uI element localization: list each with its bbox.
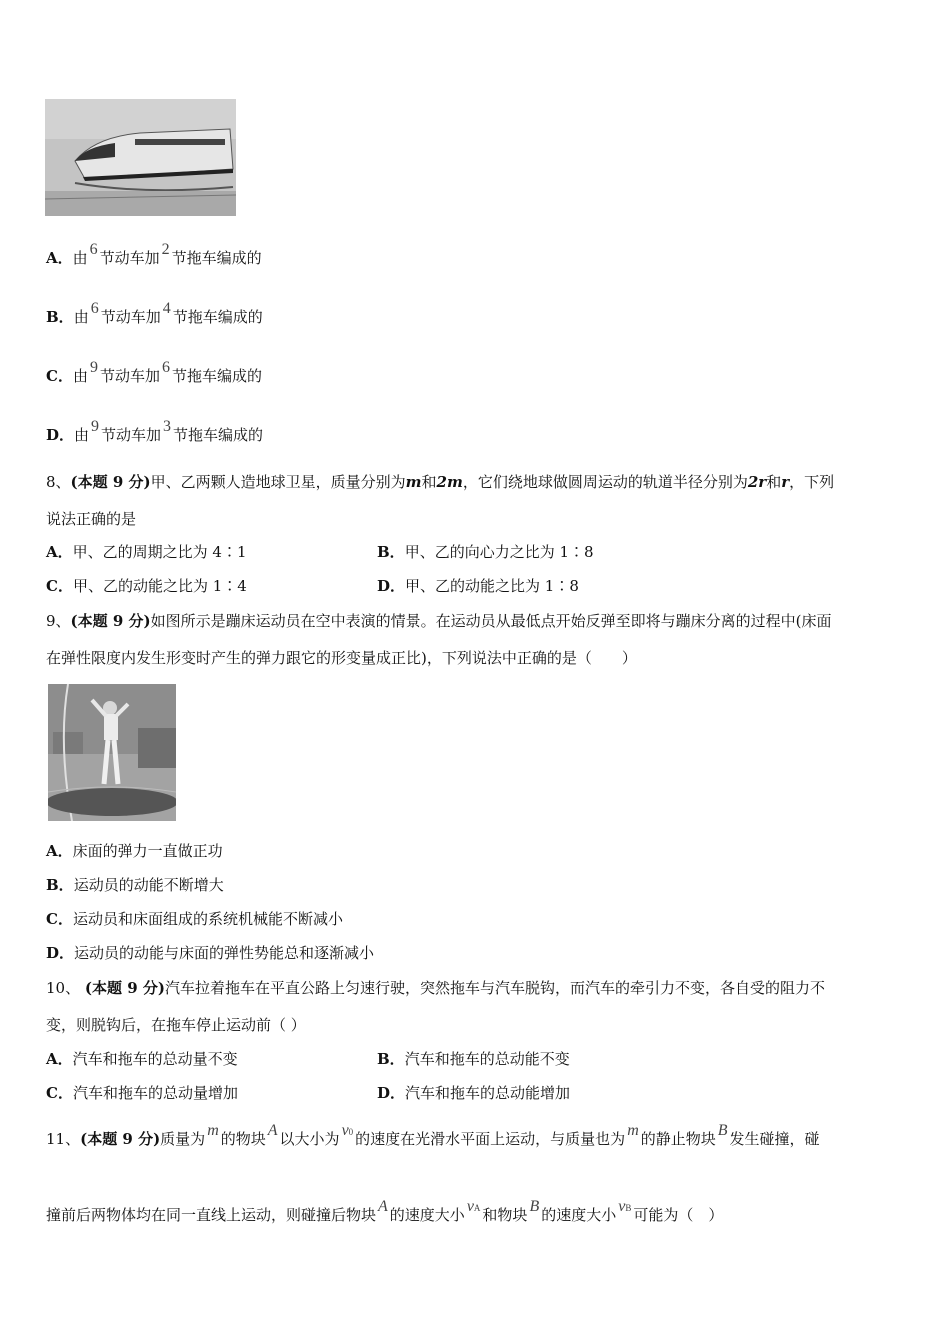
num-value: 2 (161, 241, 170, 258)
q9-option-c: C．运动员和床面组成的系统机械能不断减小 (46, 910, 343, 928)
q8-line2: 说法正确的是 (46, 510, 137, 528)
q9-option-d: D．运动员的动能与床面的弹性势能总和逐渐减小 (46, 944, 375, 962)
q11-line1: 11、(本题 9 分)质量为 m 的物块 A 以大小为 v0 的速度在光滑水平面上运动，与质量也为 m 的静止物块 B 发生碰撞，碰 (46, 1122, 820, 1148)
train-figure (45, 99, 236, 216)
question-score: (本题 9 分) (70, 473, 151, 491)
q8-option-b: B．甲、乙的向心力之比为 1∶8 (377, 543, 594, 561)
q10-option-a: A．汽车和拖车的总动量不变 (46, 1050, 238, 1068)
var-a: A (267, 1122, 278, 1139)
q10-option-b: B．汽车和拖车的总动能不变 (377, 1050, 570, 1068)
q7-option-b: B．由 6 节动车加 4 节拖车编成的 (46, 300, 263, 326)
q10-line1: 10、 (本题 9 分)汽车拉着拖车在平直公路上匀速行驶，突然拖车与汽车脱钩，而汽车的牵引力不变，各自受的阻力不 (46, 979, 825, 997)
train-image (45, 99, 236, 216)
var-m: m (207, 1122, 219, 1139)
trampoline-image (48, 684, 176, 821)
q9-line1: 9、(本题 9 分)如图所示是蹦床运动员在空中表演的情景。在运动员从最低点开始反弹至即将与蹦床分离的过程中(床面 (46, 612, 832, 630)
q9-line2: 在弹性限度内发生形变时产生的弹力跟它的形变量成正比)，下列说法中正确的是（ ） (46, 649, 637, 667)
q10-option-d: D．汽车和拖车的总动能增加 (377, 1084, 571, 1102)
q9-option-a: A．床面的弹力一直做正功 (46, 842, 223, 860)
var-b: B (529, 1198, 540, 1215)
num-value: 6 (90, 300, 99, 317)
option-label: C． (46, 367, 73, 385)
q8-option-d: D．甲、乙的动能之比为 1∶8 (377, 577, 579, 595)
option-label: B． (46, 308, 74, 326)
option-label: A． (46, 249, 73, 267)
q7-option-c: C．由 9 节动车加 6 节拖车编成的 (46, 359, 262, 385)
question-score: (本题 9 分) (80, 1130, 161, 1148)
q10-option-c: C．汽车和拖车的总动量增加 (46, 1084, 238, 1102)
num-value: 3 (163, 418, 172, 435)
var-m: m (627, 1122, 639, 1139)
option-label: D． (46, 426, 75, 444)
var-v0: v0 (341, 1122, 354, 1139)
num-value: 9 (91, 418, 100, 435)
q8-option-c: C．甲、乙的动能之比为 1∶4 (46, 577, 247, 595)
q9-option-b: B．运动员的动能不断增大 (46, 876, 224, 894)
trampoline-figure (48, 684, 176, 821)
q10-line2: 变，则脱钩后，在拖车停止运动前（ ） (46, 1016, 306, 1034)
question-number: 8、 (46, 473, 71, 491)
var-b: B (717, 1122, 728, 1139)
var-vb: vB (618, 1198, 632, 1215)
q7-option-d: D．由 9 节动车加 3 节拖车编成的 (46, 418, 264, 444)
question-number: 10、 (46, 979, 81, 997)
q11-line2: 撞前后两物体均在同一直线上运动，则碰撞后物块 A 的速度大小 vA 和物块 B 的速度大小 vB 可能为（ ） (46, 1198, 724, 1224)
q8-option-a: A．甲、乙的周期之比为 4∶1 (46, 543, 247, 561)
num-value: 6 (89, 241, 98, 258)
question-score: (本题 9 分) (84, 979, 165, 997)
var-a: A (378, 1198, 388, 1215)
question-number: 9、 (46, 612, 71, 630)
num-value: 6 (161, 359, 170, 376)
num-value: 4 (162, 300, 171, 317)
q8-line1: 8、(本题 9 分)甲、乙两颗人造地球卫星，质量分别为m和2m，它们绕地球做圆周运动的轨道半径分别为2r和r，下列 (46, 473, 835, 491)
q7-option-a: A．由 6 节动车加 2 节拖车编成的 (46, 241, 262, 267)
question-score: (本题 9 分) (70, 612, 151, 630)
var-va: vA (466, 1198, 481, 1215)
num-value: 9 (89, 359, 98, 376)
question-number: 11、 (46, 1130, 81, 1148)
